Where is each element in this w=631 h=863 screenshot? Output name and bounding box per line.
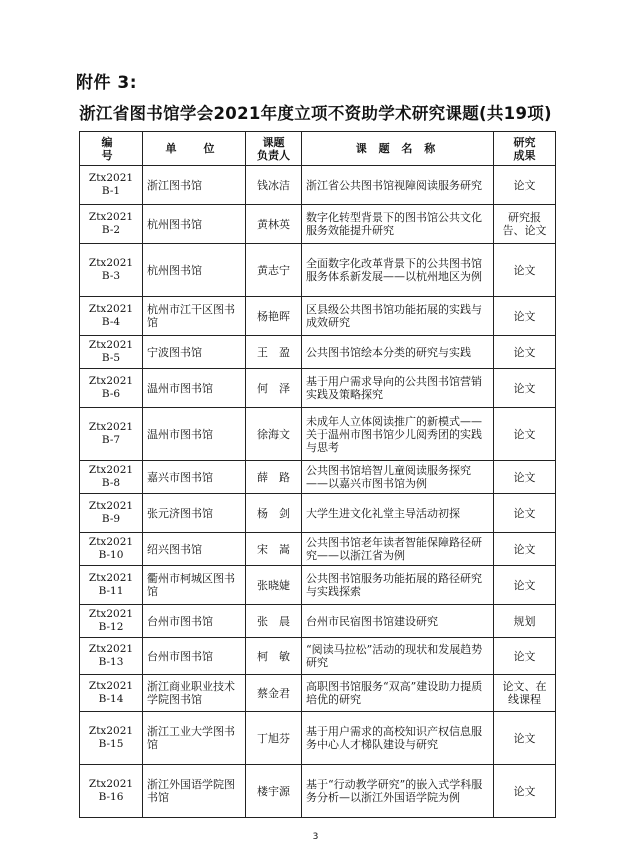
row-topic: 公共图书馆培智儿童阅读服务探究——以嘉兴市图书馆为例 [302,461,494,494]
row-result: 论文 [494,765,556,818]
table-row [80,205,556,244]
row-unit: 浙江图书馆 [143,166,246,205]
table-row [80,765,556,818]
row-topic: 公共图书馆服务功能拓展的路径研究与实践探索 [302,566,494,605]
row-topic: 公共图书馆绘本分类的研究与实践 [302,336,494,369]
row-unit: 张元济图书馆 [143,494,246,533]
row-topic: 公共图书馆老年读者智能保障路径研究——以浙江省为例 [302,533,494,566]
row-topic: 区县级公共图书馆功能拓展的实践与成效研究 [302,297,494,336]
row-code: Ztx2021 B-9 [80,494,143,533]
row-leader: 杨艳晖 [246,297,302,336]
row-leader: 黄志宁 [246,244,302,297]
page-number: 3 [312,832,319,842]
row-topic: 基于用户需求导向的公共图书馆营销实践及策略探究 [302,369,494,408]
row-code: Ztx2021 B-12 [80,605,143,638]
table-row [80,166,556,205]
row-leader: 杨 剑 [246,494,302,533]
table-header-row [80,132,556,166]
row-unit: 杭州图书馆 [143,205,246,244]
table-row [80,605,556,638]
row-topic: 大学生进文化礼堂主导活动初探 [302,494,494,533]
topics-table [79,131,556,818]
row-topic: 未成年人立体阅读推广的新模式——关于温州市图书馆少儿阅秀团的实践与思考 [302,408,494,461]
row-code: Ztx2021 B-10 [80,533,143,566]
row-code: Ztx2021 B-15 [80,712,143,765]
row-result: 论文 [494,566,556,605]
header-topic: 课 题 名 称 [302,132,494,166]
row-leader: 丁旭芬 [246,712,302,765]
row-unit: 宁波图书馆 [143,336,246,369]
row-result: 论文 [494,369,556,408]
row-unit: 嘉兴市图书馆 [143,461,246,494]
row-result: 研究报告、论文 [494,205,556,244]
table-row [80,408,556,461]
row-leader: 柯 敏 [246,638,302,675]
row-result: 论文 [494,166,556,205]
table-row [80,461,556,494]
row-leader: 宋 嵩 [246,533,302,566]
row-unit: 衢州市柯城区图书馆 [143,566,246,605]
row-code: Ztx2021 B-4 [80,297,143,336]
row-topic: 基于用户需求的高校知识产权信息服务中心人才梯队建设与研究 [302,712,494,765]
row-result: 论文 [494,244,556,297]
row-leader: 何 泽 [246,369,302,408]
row-unit: 绍兴图书馆 [143,533,246,566]
row-topic: “阅读马拉松”活动的现状和发展趋势研究 [302,638,494,675]
header-unit: 单 位 [143,132,246,166]
row-leader: 张晓婕 [246,566,302,605]
row-leader: 钱冰洁 [246,166,302,205]
header-leader: 课题 负责人 [246,132,302,166]
table-row [80,244,556,297]
row-unit: 温州市图书馆 [143,369,246,408]
row-leader: 薛 路 [246,461,302,494]
row-code: Ztx2021 B-16 [80,765,143,818]
row-result: 论文 [494,712,556,765]
row-unit: 浙江商业职业技术学院图书馆 [143,675,246,712]
table-row [80,533,556,566]
row-topic: 高职图书馆服务“双高”建设助力提质培优的研究 [302,675,494,712]
row-unit: 浙江外国语学院图书馆 [143,765,246,818]
table-row [80,566,556,605]
header-code: 编 号 [80,132,143,166]
row-unit: 杭州图书馆 [143,244,246,297]
row-leader: 楼宇源 [246,765,302,818]
row-code: Ztx2021 B-6 [80,369,143,408]
row-result: 论文 [494,461,556,494]
header-result: 研究 成果 [494,132,556,166]
row-unit: 浙江工业大学图书馆 [143,712,246,765]
row-leader: 王 盈 [246,336,302,369]
row-result: 论文 [494,494,556,533]
row-leader: 徐海文 [246,408,302,461]
row-leader: 蔡金君 [246,675,302,712]
table-row [80,712,556,765]
row-unit: 杭州市江干区图书馆 [143,297,246,336]
row-result: 论文 [494,336,556,369]
row-topic: 基于“行动教学研究”的嵌入式学科服务分析—以浙江外国语学院为例 [302,765,494,818]
row-result: 论文 [494,533,556,566]
row-result: 论文 [494,408,556,461]
row-topic: 台州市民宿图书馆建设研究 [302,605,494,638]
row-topic: 数字化转型背景下的图书馆公共文化服务效能提升研究 [302,205,494,244]
row-code: Ztx2021 B-14 [80,675,143,712]
row-result: 规划 [494,605,556,638]
row-result: 论文 [494,638,556,675]
table-row [80,369,556,408]
row-result: 论文、在线课程 [494,675,556,712]
row-code: Ztx2021 B-11 [80,566,143,605]
row-unit: 台州市图书馆 [143,638,246,675]
row-topic: 浙江省公共图书馆视障阅读服务研究 [302,166,494,205]
document-title: 浙江省图书馆学会2021年度立项不资助学术研究课题(共19项) [79,104,552,123]
row-topic: 全面数字化改革背景下的公共图书馆服务体系新发展——以杭州地区为例 [302,244,494,297]
attachment-label: 附件 3: [76,73,138,93]
row-leader: 张 晨 [246,605,302,638]
row-leader: 黄林英 [246,205,302,244]
table-row [80,494,556,533]
row-code: Ztx2021 B-1 [80,166,143,205]
row-code: Ztx2021 B-13 [80,638,143,675]
row-code: Ztx2021 B-2 [80,205,143,244]
table-row [80,297,556,336]
row-code: Ztx2021 B-8 [80,461,143,494]
row-unit: 台州市图书馆 [143,605,246,638]
row-unit: 温州市图书馆 [143,408,246,461]
row-code: Ztx2021 B-5 [80,336,143,369]
table-row [80,336,556,369]
table-row [80,638,556,675]
row-code: Ztx2021 B-3 [80,244,143,297]
row-code: Ztx2021 B-7 [80,408,143,461]
row-result: 论文 [494,297,556,336]
table-row [80,675,556,712]
